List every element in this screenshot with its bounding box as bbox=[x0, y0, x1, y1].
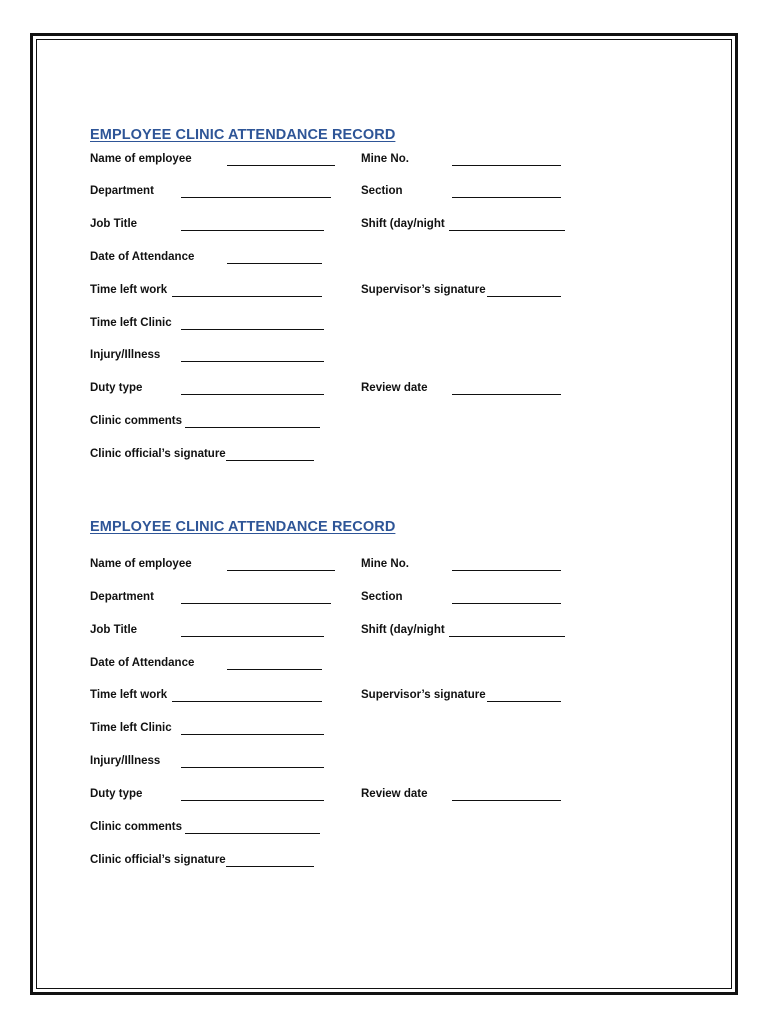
time-left-work-label: Time left work bbox=[90, 689, 168, 701]
name-of-employee-label: Name of employee bbox=[90, 558, 192, 570]
clinic-official-signature-field[interactable] bbox=[226, 460, 314, 461]
department-field[interactable] bbox=[181, 197, 331, 198]
row-injury-illness bbox=[90, 347, 610, 365]
row-clinic-comments bbox=[90, 819, 610, 837]
time-left-clinic-label: Time left Clinic bbox=[90, 722, 172, 734]
form-title: EMPLOYEE CLINIC ATTENDANCE RECORD bbox=[90, 127, 396, 143]
row-time-left-work bbox=[90, 687, 610, 705]
supervisor-signature-label: Supervisor’s signature bbox=[361, 689, 486, 701]
department-label: Department bbox=[90, 185, 154, 197]
row-time-left-clinic bbox=[90, 720, 610, 738]
injury-illness-label: Injury/Illness bbox=[90, 755, 161, 767]
review-date-label: Review date bbox=[361, 788, 428, 800]
clinic-official-signature-label: Clinic official’s signature bbox=[90, 448, 226, 460]
date-of-attendance-label: Date of Attendance bbox=[90, 251, 195, 263]
row-time-left-work bbox=[90, 282, 610, 300]
row-name-mine bbox=[90, 556, 610, 574]
clinic-official-signature-label: Clinic official’s signature bbox=[90, 854, 226, 866]
clinic-comments-field[interactable] bbox=[185, 833, 320, 834]
row-date-of-attendance bbox=[90, 655, 610, 673]
row-name-mine bbox=[90, 151, 610, 169]
section-label: Section bbox=[361, 591, 403, 603]
mine-no-field[interactable] bbox=[452, 570, 561, 571]
review-date-label: Review date bbox=[361, 382, 428, 394]
time-left-work-label: Time left work bbox=[90, 284, 168, 296]
page-border-inner bbox=[36, 39, 732, 989]
duty-type-label: Duty type bbox=[90, 382, 143, 394]
date-of-attendance-label: Date of Attendance bbox=[90, 657, 195, 669]
section-field[interactable] bbox=[452, 197, 561, 198]
mine-no-label: Mine No. bbox=[361, 558, 409, 570]
shift-label: Shift (day/night bbox=[361, 624, 445, 636]
date-of-attendance-field[interactable] bbox=[227, 263, 322, 264]
row-clinic-official-signature bbox=[90, 852, 610, 870]
department-label: Department bbox=[90, 591, 154, 603]
duty-type-label: Duty type bbox=[90, 788, 143, 800]
row-job-shift bbox=[90, 216, 610, 234]
time-left-work-field[interactable] bbox=[172, 701, 322, 702]
row-job-shift bbox=[90, 622, 610, 640]
row-duty-review bbox=[90, 380, 610, 398]
duty-type-field[interactable] bbox=[181, 800, 324, 801]
page-border bbox=[30, 33, 738, 995]
job-title-field[interactable] bbox=[181, 230, 324, 231]
row-department-section bbox=[90, 589, 610, 607]
clinic-official-signature-field[interactable] bbox=[226, 866, 314, 867]
name-of-employee-field[interactable] bbox=[227, 165, 335, 166]
review-date-field[interactable] bbox=[452, 800, 561, 801]
injury-illness-label: Injury/Illness bbox=[90, 349, 161, 361]
name-of-employee-field[interactable] bbox=[227, 570, 335, 571]
time-left-clinic-field[interactable] bbox=[181, 734, 324, 735]
section-label: Section bbox=[361, 185, 403, 197]
department-field[interactable] bbox=[181, 603, 331, 604]
duty-type-field[interactable] bbox=[181, 394, 324, 395]
row-date-of-attendance bbox=[90, 249, 610, 267]
row-time-left-clinic bbox=[90, 315, 610, 333]
review-date-field[interactable] bbox=[452, 394, 561, 395]
mine-no-label: Mine No. bbox=[361, 153, 409, 165]
row-department-section bbox=[90, 183, 610, 201]
shift-label: Shift (day/night bbox=[361, 218, 445, 230]
supervisor-signature-label: Supervisor’s signature bbox=[361, 284, 486, 296]
time-left-clinic-label: Time left Clinic bbox=[90, 317, 172, 329]
row-injury-illness bbox=[90, 753, 610, 771]
date-of-attendance-field[interactable] bbox=[227, 669, 322, 670]
job-title-label: Job Title bbox=[90, 218, 138, 230]
row-clinic-official-signature bbox=[90, 446, 610, 464]
time-left-work-field[interactable] bbox=[172, 296, 322, 297]
clinic-comments-label: Clinic comments bbox=[90, 415, 183, 427]
shift-field[interactable] bbox=[449, 230, 565, 231]
supervisor-signature-field[interactable] bbox=[487, 296, 561, 297]
time-left-clinic-field[interactable] bbox=[181, 329, 324, 330]
name-of-employee-label: Name of employee bbox=[90, 153, 192, 165]
row-duty-review bbox=[90, 786, 610, 804]
section-field[interactable] bbox=[452, 603, 561, 604]
supervisor-signature-field[interactable] bbox=[487, 701, 561, 702]
job-title-label: Job Title bbox=[90, 624, 138, 636]
shift-field[interactable] bbox=[449, 636, 565, 637]
form-title: EMPLOYEE CLINIC ATTENDANCE RECORD bbox=[90, 519, 396, 535]
clinic-comments-label: Clinic comments bbox=[90, 821, 183, 833]
job-title-field[interactable] bbox=[181, 636, 324, 637]
row-clinic-comments bbox=[90, 413, 610, 431]
injury-illness-field[interactable] bbox=[181, 361, 324, 362]
clinic-comments-field[interactable] bbox=[185, 427, 320, 428]
mine-no-field[interactable] bbox=[452, 165, 561, 166]
injury-illness-field[interactable] bbox=[181, 767, 324, 768]
